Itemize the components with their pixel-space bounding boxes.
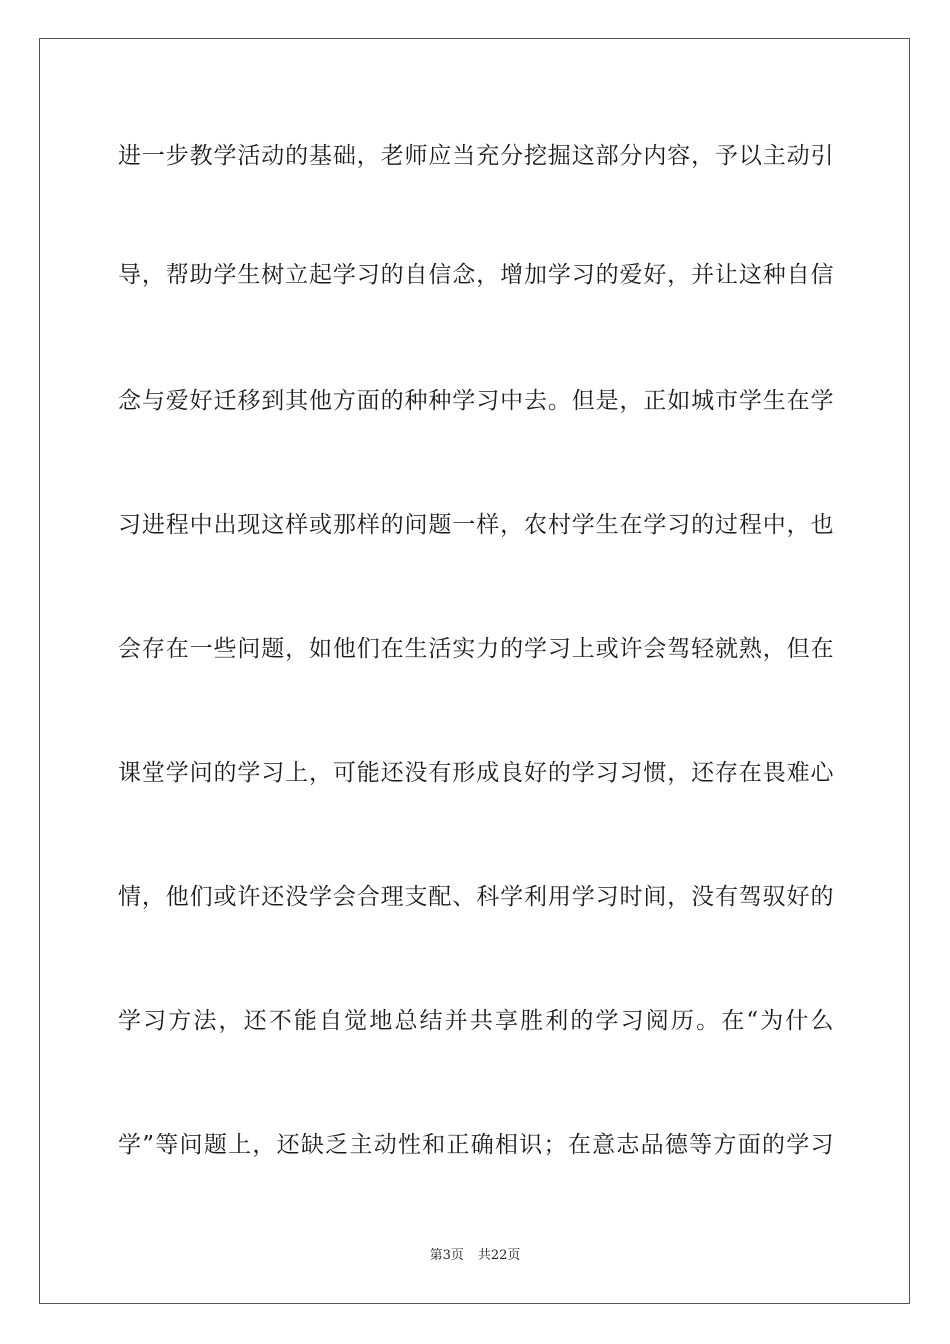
page-total: 共22页: [477, 1248, 521, 1263]
body-text-line-6: 课堂学问的学习上，可能还没有形成良好的学习习惯，还存在畏难心: [118, 760, 834, 786]
page-footer: [0, 1247, 950, 1265]
body-text-line-9: 学”等问题上，还缺乏主动性和正确相识；在意志品德等方面的学习: [118, 1132, 834, 1158]
body-text-line-4: 习进程中出现这样或那样的问题一样，农村学生在学习的过程中，也: [118, 512, 834, 538]
body-text-line-7: 情，他们或许还没学会合理支配、科学利用学习时间，没有驾驭好的: [118, 884, 834, 910]
body-text-line-3: 念与爱好迁移到其他方面的种种学习中去。但是，正如城市学生在学: [118, 388, 834, 414]
page-number: 第3页: [429, 1248, 464, 1263]
body-text-line-2: 导，帮助学生树立起学习的自信念，增加学习的爱好，并让这种自信: [118, 262, 834, 288]
page-border: [39, 38, 910, 1304]
body-text-line-1: 进一步教学活动的基础，老师应当充分挖掘这部分内容，予以主动引: [118, 143, 834, 169]
body-text-line-8: 学习方法，还不能自觉地总结并共享胜利的学习阅历。在“为什么: [118, 1008, 834, 1034]
body-text-line-5: 会存在一些问题，如他们在生活实力的学习上或许会驾轻就熟，但在: [118, 636, 834, 662]
